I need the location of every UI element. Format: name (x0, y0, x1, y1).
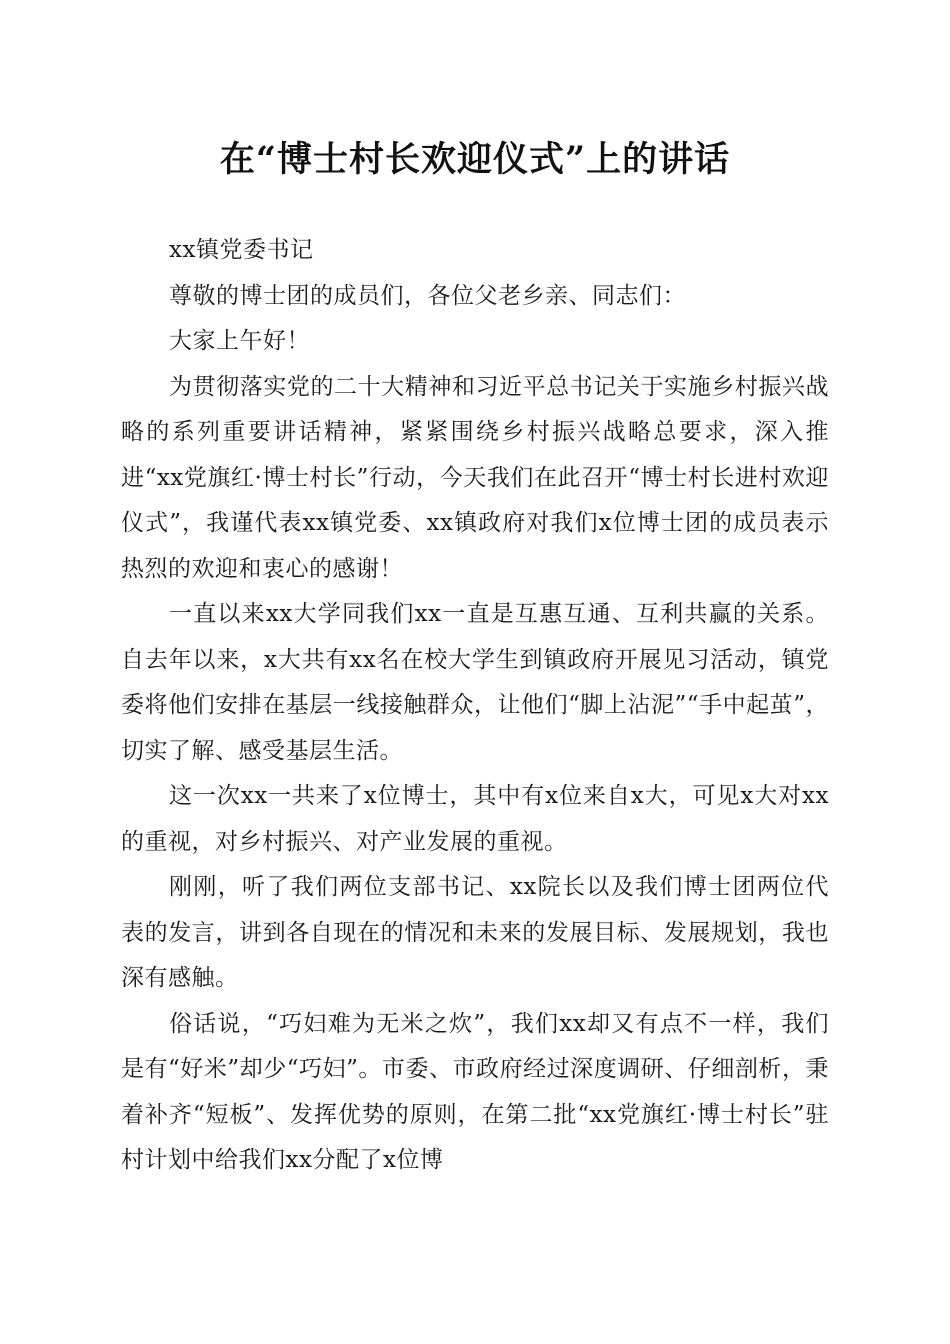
document-body (121, 228, 829, 1184)
salutation: 尊敬的博士团的成员们，各位父老乡亲、同志们： (169, 282, 686, 309)
paragraph: 为贯彻落实党的二十大精神和习近平总书记关于实施乡村振兴战略的系列重要讲话精神，紧紧围绕乡村振兴战略总要求，深入推进“xx党旗红·博士村长”行动，今天我们在此召开“博士村长进村欢迎仪式”，我谨代表xx镇党委、xx镇政府对我们x位博士团的成员表示热烈的欢迎和衷心的感谢！ (121, 373, 829, 582)
document-title: 在“博士村长欢迎仪式”上的讲话 (219, 139, 731, 180)
speaker-line: xx镇党委书记 (169, 237, 314, 263)
paragraph: 这一次xx一共来了x位博士，其中有x位来自x大，可见x大对xx的重视，对乡村振兴、对产业发展的重视。 (121, 783, 829, 855)
paragraph: 俗话说，“巧妇难为无米之炊”，我们xx却又有点不一样，我们是有“好米”却少“巧妇”。市委、市政府经过深度调研、仔细剖析，秉着补齐“短板”、发挥优势的原则，在第二批“xx党旗红·博士村长”驻村计划中给我们xx分配了x位博 (121, 1010, 829, 1173)
paragraph: 一直以来xx大学同我们xx一直是互惠互通、互利共赢的关系。自去年以来，x大共有xx名在校大学生到镇政府开展见习活动，镇党委将他们安排在基层一线接触群众，让他们“脚上沾泥”“手中起茧”，切实了解、感受基层生活。 (121, 601, 829, 764)
greeting: 大家上午好！ (169, 328, 310, 354)
paragraph: 刚刚，听了我们两位支部书记、xx院长以及我们博士团两位代表的发言，讲到各自现在的情况和未来的发展目标、发展规划，我也深有感触。 (121, 874, 829, 991)
